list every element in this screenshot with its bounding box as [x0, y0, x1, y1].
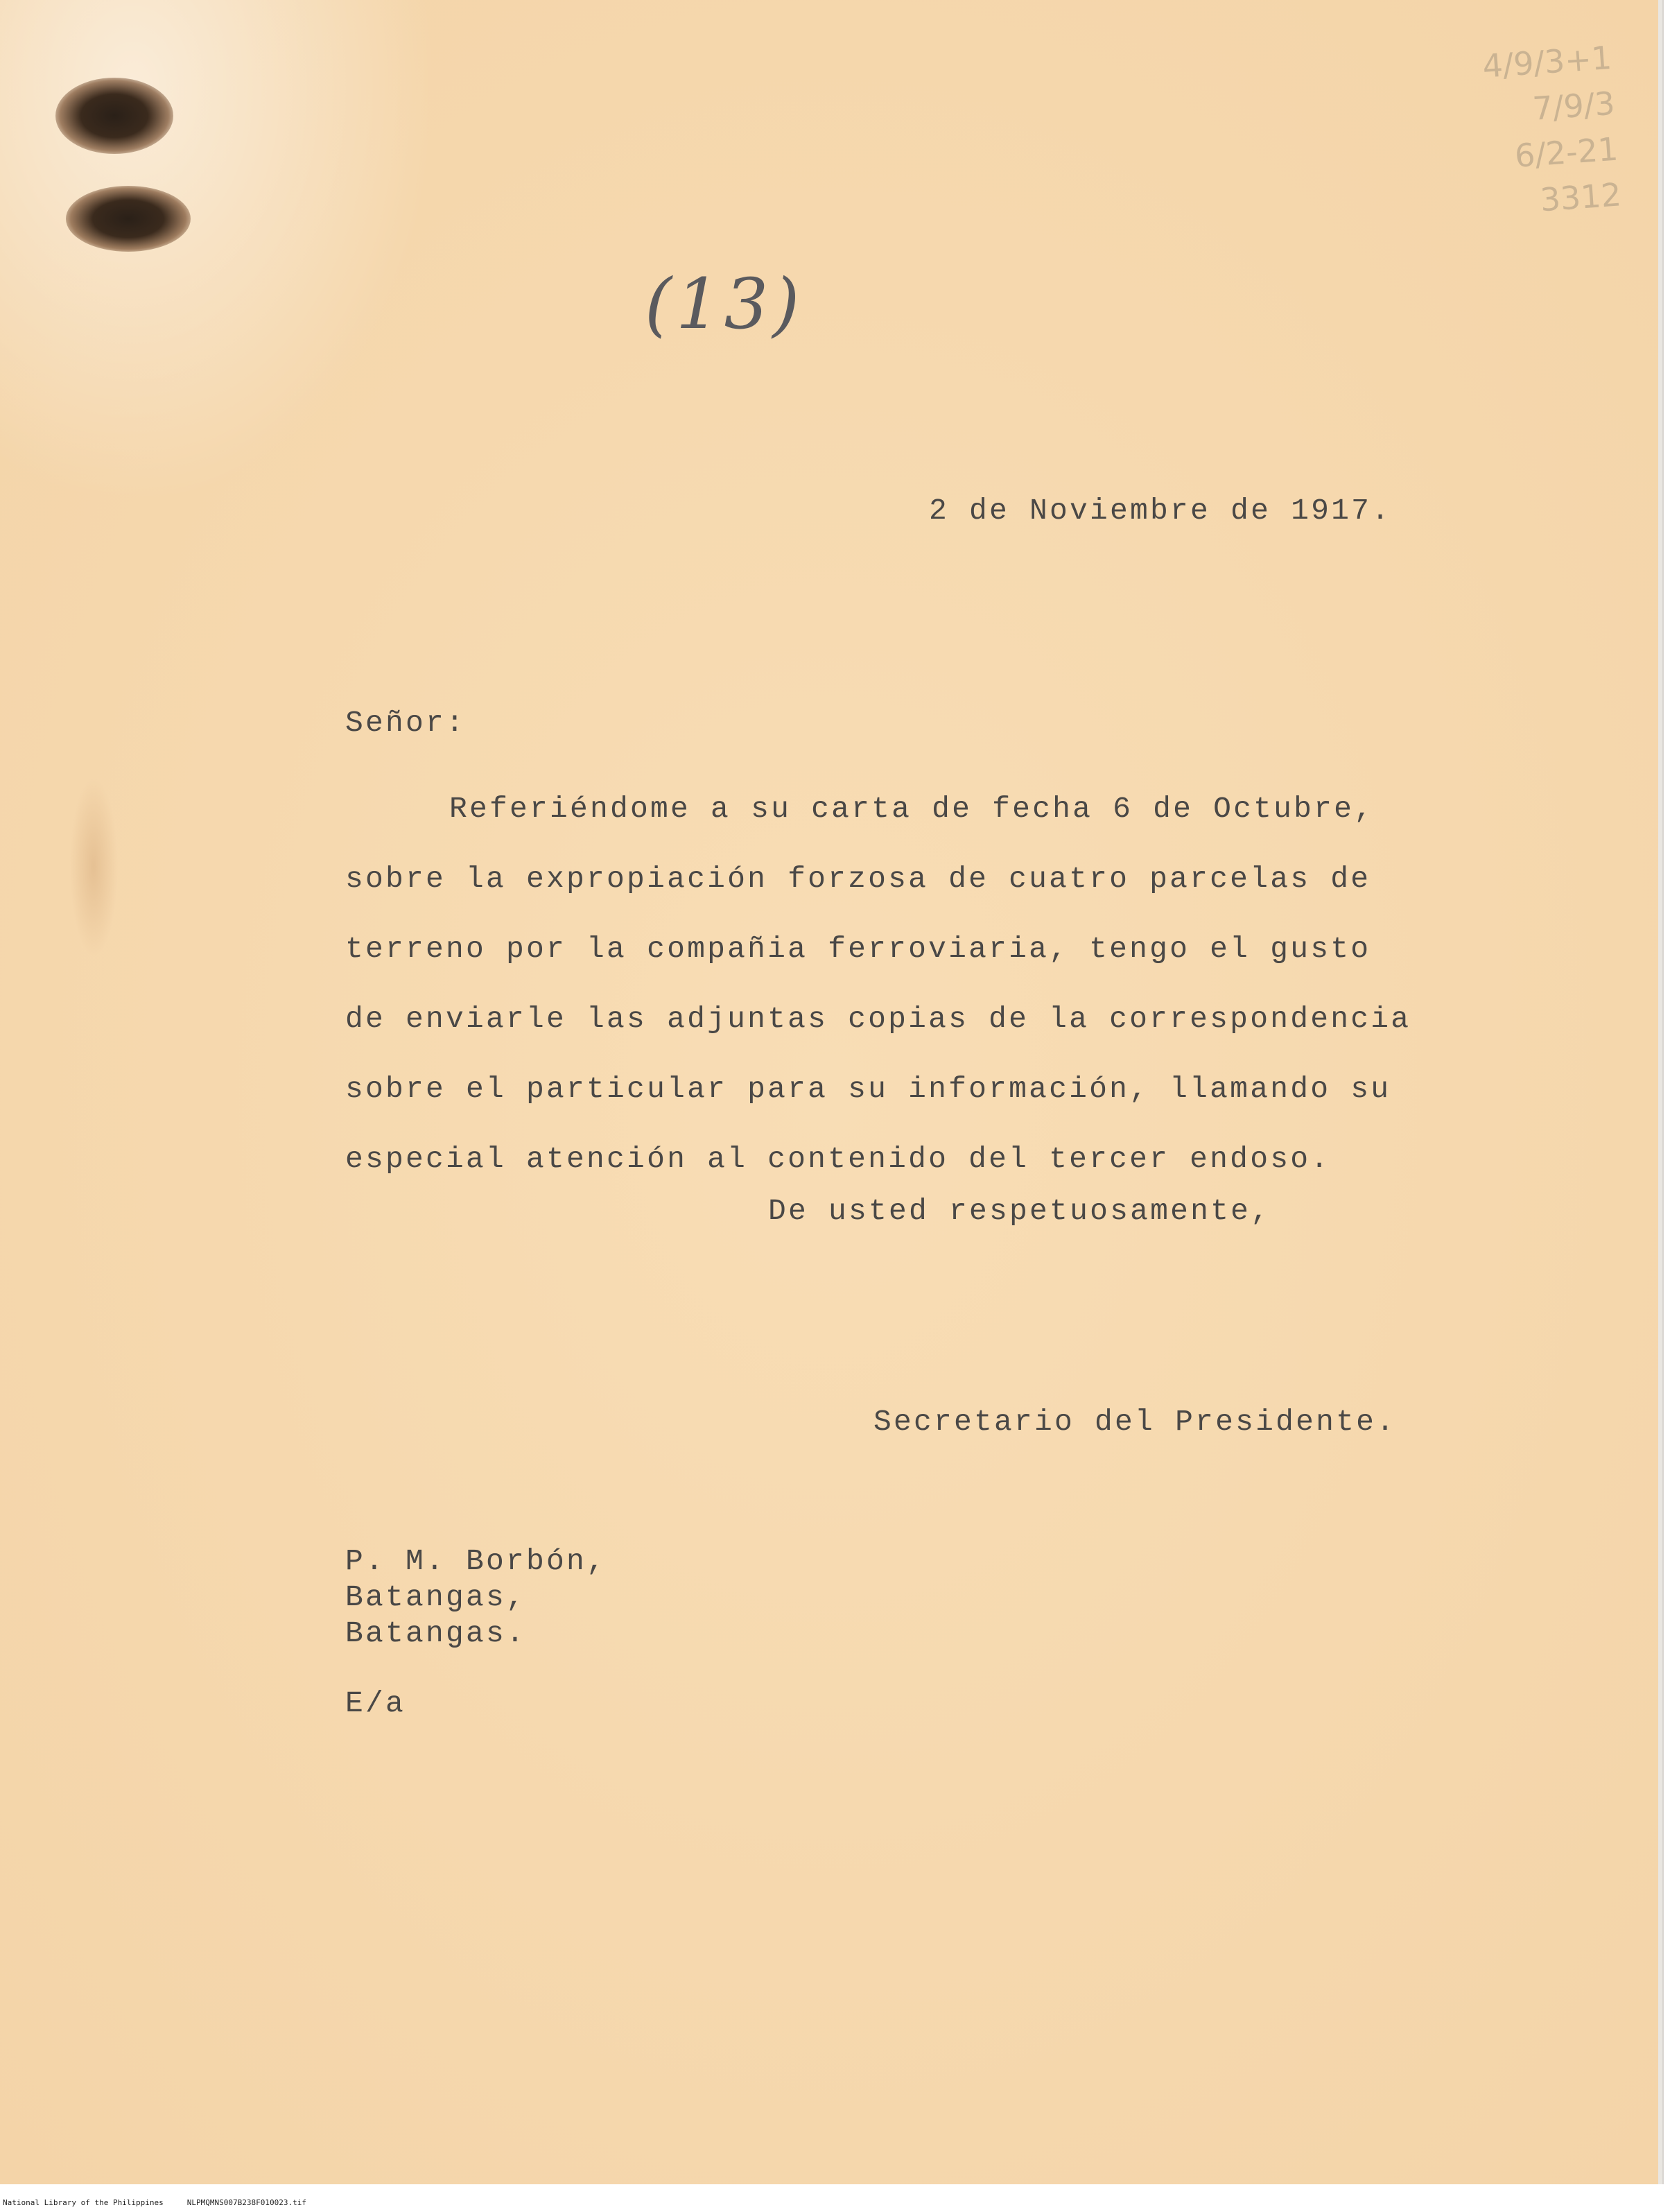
pencil-note: 3312	[1538, 175, 1623, 219]
addressee-block	[345, 1544, 607, 1652]
body-line: de enviarle las adjuntas copias de la correspondencia	[345, 1002, 1411, 1036]
body-line: Referiéndome a su carta de fecha 6 de Octubre,	[449, 792, 1375, 826]
signature-title: Secretario del Presidente.	[873, 1405, 1397, 1439]
body-line: sobre el particular para su información, llamando su	[345, 1072, 1391, 1106]
scan-footer	[3, 2198, 306, 2207]
body-line: terreno por la compañia ferroviaria, tengo el gusto	[345, 932, 1371, 966]
pencil-note: 7/9/3	[1531, 84, 1617, 128]
addressee-city: Batangas,	[345, 1580, 527, 1614]
folio-number: (13)	[645, 263, 804, 345]
salutation: Señor:	[345, 706, 467, 740]
burn-mark-top	[55, 78, 173, 154]
body-line: especial atención al contenido del tercer endoso.	[345, 1142, 1331, 1176]
addressee-province: Batangas.	[345, 1616, 527, 1650]
addressee-name: P. M. Borbón,	[345, 1544, 607, 1578]
pencil-note: 6/2-21	[1513, 130, 1619, 175]
edge-stain	[69, 777, 118, 957]
pencil-note: 4/9/3+1	[1481, 38, 1613, 85]
body-line: sobre la expropiación forzosa de cuatro parcelas de	[345, 862, 1371, 896]
footer-institution: National Library of the Philippines	[3, 2198, 164, 2207]
pencil-notes	[1402, 35, 1623, 232]
typist-initials: E/a	[345, 1686, 406, 1720]
complimentary-close: De usted respetuosamente,	[768, 1194, 1271, 1228]
footer-filename: NLPMQMNS007B238F010023.tif	[186, 2198, 306, 2207]
burn-mark-bottom	[66, 186, 191, 252]
letter-body	[345, 774, 1411, 1194]
letter-date: 2 de Noviembre de 1917.	[929, 494, 1392, 528]
